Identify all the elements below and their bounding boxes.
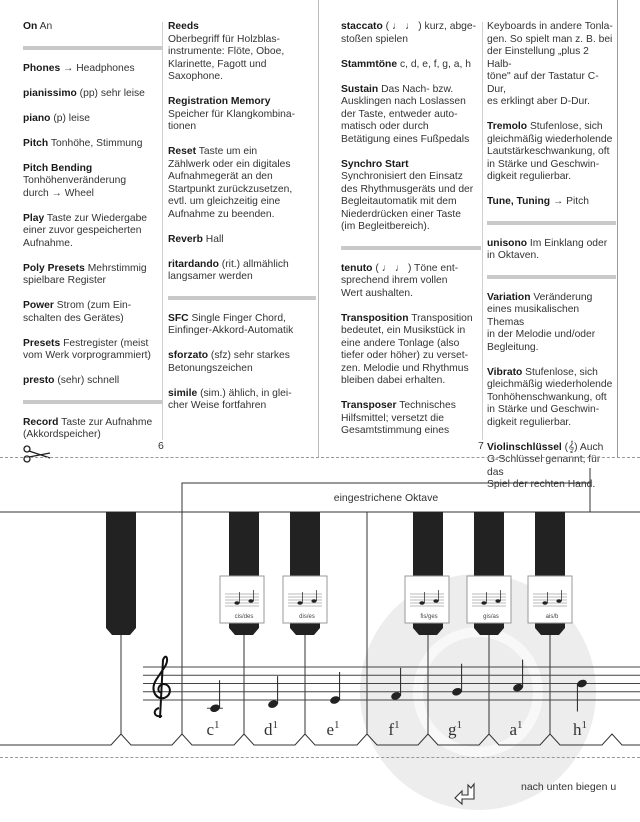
note-letter: c xyxy=(206,720,215,739)
glossary-term: Pitch Bending xyxy=(23,162,93,174)
octave-superscript: 1 xyxy=(214,719,220,731)
glossary-definition: Oberbegriff für Holzblas- instrumente: Flöte, Oboe, Klarinette, Fagott und Saxophone. xyxy=(168,33,285,82)
black-key xyxy=(106,512,136,635)
fold-arrow-icon xyxy=(452,780,480,808)
glossary-term: unisono xyxy=(487,237,528,249)
glossary-definition: (p) leise xyxy=(53,112,90,124)
glossary-term: piano xyxy=(23,112,51,124)
glossary-definition: Im Einklang oder in Oktaven. xyxy=(487,237,608,261)
glossary-term: Transposition xyxy=(341,312,409,324)
glossary-term: Tremolo xyxy=(487,121,528,132)
glossary-definition: Strom (zum Ein- schalten des Gerätes) xyxy=(23,300,132,324)
black-key-card xyxy=(405,576,449,623)
note-letter: a xyxy=(509,720,518,739)
glossary-definition: Stufenlose, sich gleichmäßig wiederholende Tonhöhenschwankung, oft in Stärke und Geschwin- digkeit regulierbar. xyxy=(487,366,613,428)
glossary-definition: Tonhöhenveränderung durch → Wheel xyxy=(23,175,127,199)
glossary-term: Reverb xyxy=(168,233,203,245)
glossary-definition: Mehrstimmig spielbare Register xyxy=(23,262,147,286)
black-key-label: dis/es xyxy=(299,614,315,620)
note-letter: f xyxy=(388,720,395,739)
glossary-term: Poly Presets xyxy=(23,262,85,274)
glossary-definition: (sehr) schnell xyxy=(57,375,120,386)
glossary-definition: → Pitch xyxy=(552,196,590,207)
note-letter: e xyxy=(326,720,335,739)
glossary-definition: Stufenlose, sich gleichmäßig wiederholende Lautstärkeschwankung, oft in Stärke und Geschwin- digkeit regulierbar. xyxy=(487,121,613,182)
glossary-definition: (𝄞) Auch G-Schlüssel genannt, für das Spiel der rechten Hand. xyxy=(487,441,604,490)
glossary-term: pianissimo xyxy=(23,87,77,99)
glossary-definition: Hall xyxy=(205,233,224,245)
glossary-definition: Keyboards in andere Tonla- gen. So spielt man z. B. bei der Einstellung „plus 2 Halb- töne" auf der Tastatur C-Dur, es erklingt aber D-Dur. xyxy=(487,21,613,107)
glossary-definition: Taste zur Wiedergabe einer zuvor gespeicherten Aufnahme. xyxy=(23,212,148,249)
glossary-term: Stammtöne xyxy=(341,58,398,70)
glossary-definition: (rit.) allmählich langsamer werden xyxy=(168,258,289,282)
glossary-definition: Festregister (meist vom Werk vorprogrammiert) xyxy=(23,337,151,361)
black-key-label: fis/ges xyxy=(420,614,438,620)
note xyxy=(326,672,340,739)
glossary-term: Presets xyxy=(23,337,61,349)
glossary-definition: Tonhöhe, Stimmung xyxy=(50,137,143,149)
page-number-right: 7 xyxy=(478,440,484,452)
note xyxy=(264,676,279,739)
glossary-definition: Veränderung eines musikalischen Themas in der Melodie und/oder Begleitung. xyxy=(487,291,596,353)
glossary-term: Transposer xyxy=(341,400,397,411)
glossary-definition: Technisches Hilfsmittel; versetzt die Gesamtstimmung eines xyxy=(341,400,456,436)
glossary-definition: c, d, e, f, g, a, h xyxy=(399,58,471,70)
black-key-card xyxy=(467,576,511,623)
glossary-term: On xyxy=(23,21,38,32)
note xyxy=(206,680,223,739)
glossary-term: staccato xyxy=(341,21,383,32)
glossary-term: Reeds xyxy=(168,21,199,32)
fold-instruction: nach unten biegen u xyxy=(521,781,617,793)
glossary-definition: Taste um ein Zählwerk oder ein digitales Aufnahmegerät an den Startpunkt zurückzusetzen, evtl. um gleichzeitig eine Aufnahme zu beenden. xyxy=(168,146,293,220)
note-name xyxy=(206,719,219,739)
glossary-definition: Single Finger Chord, Einfinger-Akkord-Automatik xyxy=(168,312,294,336)
glossary-definition: Das Nach- bzw. Ausklingen nach Loslassen der Taste, entweder auto- matisch oder durch Betätigung eines Fußpedals xyxy=(341,83,470,145)
note-name xyxy=(264,719,278,739)
glossary-definition: Synchronisiert den Einsatz des Rhythmusgeräts und der Begleitautomatik mit dem Niederdrücken einer Taste (im Begleitbereich). xyxy=(341,171,474,232)
page-number-left: 6 xyxy=(158,440,164,452)
glossary-term: Registration Memory xyxy=(168,96,271,107)
octave-superscript: 1 xyxy=(517,719,523,731)
glossary-term: Tune, Tuning xyxy=(487,196,551,207)
glossary-term: Sustain xyxy=(341,83,379,95)
black-key-card xyxy=(220,576,264,623)
glossary-term: SFC xyxy=(168,312,189,324)
glossary-term: Pitch xyxy=(23,137,49,149)
glossary-definition: Transposition bedeutet, ein Musikstück in eine andere Tonlage (also tiefer oder höher) zu verset- zen. Melodie und Rhythmus bleiben dabei erhalten. xyxy=(341,312,473,386)
black-key-card xyxy=(528,576,572,623)
glossary-definition: → Headphones xyxy=(63,62,135,74)
glossary-term: Violinschlüssel xyxy=(487,441,562,453)
glossary-term: Synchro Start xyxy=(341,158,409,170)
glossary-term: Variation xyxy=(487,291,531,303)
glossary-term: ritardando xyxy=(168,258,219,270)
note-letter: d xyxy=(264,720,273,739)
glossary-term: Play xyxy=(23,212,45,224)
glossary-definition: (sim.) ählich, in glei- cher Weise fortfahren xyxy=(168,387,292,411)
octave-superscript: 1 xyxy=(272,719,278,731)
octave-header-box xyxy=(182,468,590,512)
glossary-term: Phones xyxy=(23,62,61,74)
glossary-definition: An xyxy=(39,21,53,32)
treble-clef-icon xyxy=(154,657,170,718)
glossary-term: Vibrato xyxy=(487,366,523,378)
glossary-term: Power xyxy=(23,300,54,311)
glossary-definition: Speicher für Klangkombina- tionen xyxy=(168,108,296,132)
black-key-label: ais/b xyxy=(545,614,559,620)
glossary-term: tenuto xyxy=(341,262,373,274)
octave-superscript: 1 xyxy=(581,719,587,731)
note-letter: h xyxy=(573,720,582,739)
glossary-term: Reset xyxy=(168,146,197,157)
glossary-term: Record xyxy=(23,416,59,428)
glossary-definition: (pp) sehr leise xyxy=(79,87,145,99)
glossary-term: presto xyxy=(23,375,55,386)
glossary-definition: (sfz) sehr starkes Betonungszeichen xyxy=(168,350,290,374)
octave-label: eingestrichene Oktave xyxy=(333,492,439,504)
note-name xyxy=(326,719,339,739)
black-key-label: gis/as xyxy=(483,614,499,620)
black-key-card xyxy=(283,576,327,623)
glossary-term: simile xyxy=(168,387,198,399)
glossary-definition: Taste zur Aufnahme (Akkordspeicher) xyxy=(23,416,153,440)
black-key-label: cis/des xyxy=(234,614,254,620)
glossary-definition: ( ♩ ♩ ) Töne ent- sprechend ihrem vollen Wert aushalten. xyxy=(341,262,459,299)
note-letter: g xyxy=(448,720,457,739)
octave-superscript: 1 xyxy=(456,719,462,731)
glossary-definition: ( ♩ ♩ ) kurz, abge- stoßen spielen xyxy=(341,21,477,45)
fold-line xyxy=(0,757,640,758)
glossary-term: sforzato xyxy=(168,350,209,361)
octave-superscript: 1 xyxy=(394,719,400,731)
octave-superscript: 1 xyxy=(334,719,340,731)
